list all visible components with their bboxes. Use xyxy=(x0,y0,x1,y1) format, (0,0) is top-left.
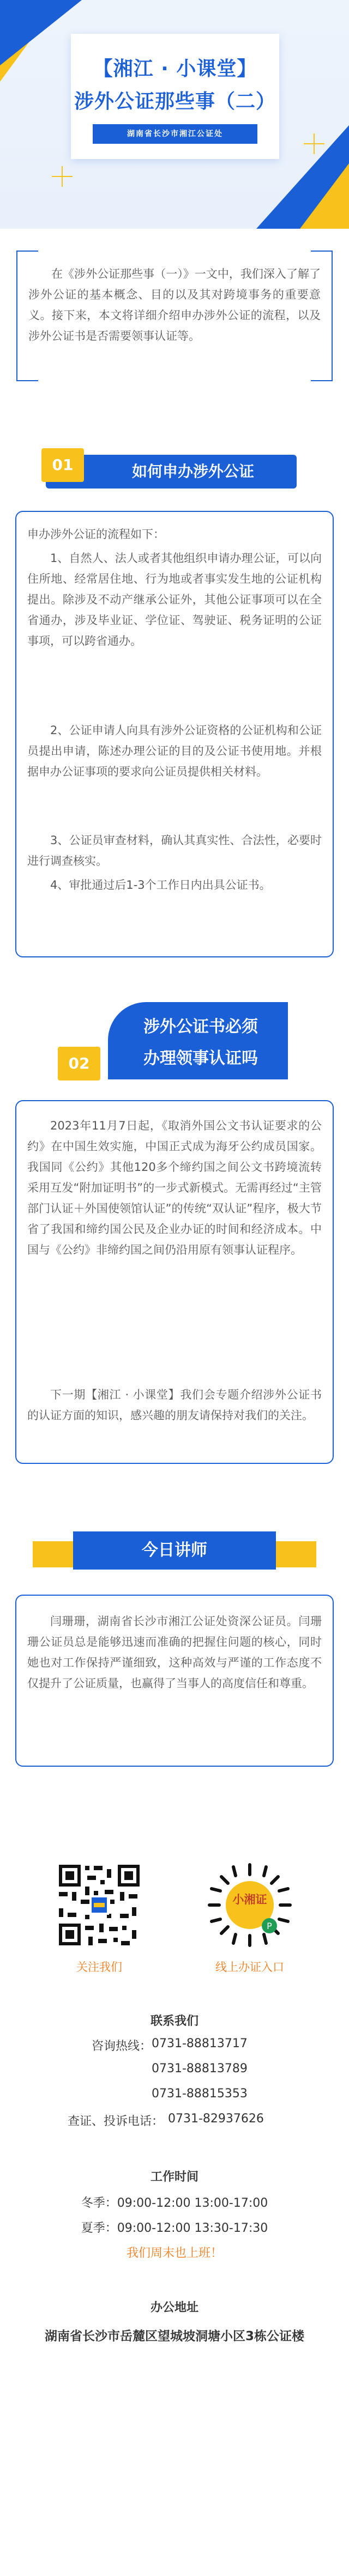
hours-winter: 冬季：09:00-12:00 13:00-17:00 xyxy=(81,2196,268,2210)
hours-summer: 夏季：09:00-12:00 13:30-17:30 xyxy=(81,2221,268,2235)
weekend-note: 我们周末也上班！ xyxy=(126,2247,222,2260)
lecturer-bio: 闫珊珊，湖南省长沙市湘江公证处资深公证员。闫珊珊公证员总是能够迅速而准确的把握住问题的核心，同时她也对工作保持严谨细致，这种高效与严谨的工作态度不仅提升了公证质量，也赢得了当事人的高度信任和尊重。 xyxy=(27,1615,322,1690)
section2-title-line2: 办理领事认证吗 xyxy=(143,1049,258,1068)
footer xyxy=(0,1792,349,2576)
address-title: 办公地址 xyxy=(150,2301,198,2315)
decor-cross-icon xyxy=(52,176,73,177)
section1-step: 3、公证员审查材料，确认其真实性、合法性，必要时进行调查核实。 xyxy=(27,834,322,868)
contact-title: 联系我们 xyxy=(150,2015,198,2028)
wechat-qr-caption-text: 关注我们 xyxy=(76,1961,122,1974)
section1-step: 2、公证申请人向具有涉外公证资格的公证机构和公证员提出申请，陈述办理公证的目的及公证书使用地。并根据申办公证事项的要求向公证员提供相关材料。 xyxy=(27,724,322,778)
title-card xyxy=(71,34,279,159)
section2-box xyxy=(15,1100,334,1464)
wechat-qr-code[interactable] xyxy=(56,1861,143,1949)
section2-paragraph: 下一期【湘江 · 小课堂】我们会专题介绍涉外公证书的认证方面的知识，感兴趣的朋友请保持对我们的关注。 xyxy=(27,1388,322,1422)
intro-text: 在《涉外公证那些事（一）》一文中，我们深入了解了涉外公证的基本概念、目的以及其对跨境事务的重要意义。接下来，本文将详细介绍申办涉外公证的流程，以及涉外公证书是否需要领事认证等。 xyxy=(28,267,321,343)
header-banner xyxy=(0,0,349,229)
contact-hotlines xyxy=(0,2037,349,2119)
qr-code-icon xyxy=(56,1861,143,1949)
page-title-line1: 【湘江 · 小课堂】 xyxy=(93,58,257,80)
decor-cross-icon xyxy=(304,143,324,144)
section1-step: 1、自然人、法人或者其他组织申请办理公证，可以向住所地、经常居住地、行为地或者事实发生地的公证机构提出。除涉及不动产继承公证外，其他公证事项可以在全省通办，涉及毕业证、学位证、驾驶证、税务证明的公证事项，可以跨省通办。 xyxy=(27,552,322,648)
intro-bracket-bottom-r xyxy=(311,380,333,381)
org-name-bar: 湖南省长沙市湘江公证处 xyxy=(93,124,257,144)
lecturer-title: 今日讲师 xyxy=(73,1531,276,1570)
lecturer-box xyxy=(15,1595,334,1767)
section2-paragraph: 2023年11月7日起，《取消外国公文书认证要求的公约》在中国生效实施，中国正式成为海牙公约成员国家。我国同《公约》其他120多个缔约国之间公文书跨境流转采用互发“附加证明书”的一步式新模式。无需再经过“主管部门认证＋外国使领馆认证”的传统“双认证”程序，极大节省了我国和缔约国公民及企业办证的时间和经济成本。中国与《公约》非缔约国之间仍沿用原有领事认证程序。 xyxy=(27,1119,322,1256)
section1-header xyxy=(46,455,297,489)
intro-block xyxy=(16,251,333,381)
office-address: 湖南省长沙市岳麓区望城坡洞塘小区3栋公证楼 xyxy=(44,2329,304,2343)
svg-text:P: P xyxy=(267,1921,272,1931)
intro-bracket-right xyxy=(332,251,333,381)
intro-bracket-top xyxy=(16,251,38,252)
complaint-number[interactable]: 0731-82937626 xyxy=(168,2112,264,2126)
page-title-line2: 涉外公证那些事（二） xyxy=(74,90,276,113)
section1-number: 01 xyxy=(41,448,84,482)
section1-step: 4、审批通过后1-3个工作日内出具公证书。 xyxy=(50,878,271,892)
online-qr-caption xyxy=(190,1958,310,1975)
online-service-qr-code[interactable] xyxy=(206,1861,293,1949)
hotline-number[interactable]: 0731-88813789 xyxy=(152,2062,248,2076)
hotline-number[interactable]: 0731-88815353 xyxy=(152,2087,248,2101)
section1-box xyxy=(15,511,334,957)
decor-triangle-blue xyxy=(0,0,82,65)
intro-bracket-bottom xyxy=(16,380,38,381)
section1-title: 如何申办涉外公证 xyxy=(131,462,254,480)
hotline-number[interactable]: 0731-88813717 xyxy=(152,2037,248,2050)
decor-triangle-yellow-bottom xyxy=(300,163,349,229)
wechat-qr-caption xyxy=(39,1958,159,1975)
section1-lead: 申办涉外公证的流程如下： xyxy=(27,528,165,541)
section2-number: 02 xyxy=(58,1047,100,1081)
mini-program-logo-text: 小湘证 xyxy=(232,1893,267,1906)
hotline-label: 咨询热线： xyxy=(92,2040,152,2053)
complaint-label: 查证、投诉电话： xyxy=(68,2115,164,2128)
complaint-line xyxy=(0,2112,349,2129)
intro-bracket-top-r xyxy=(311,251,333,252)
section2-header xyxy=(108,1002,288,1079)
section2-title-line1: 涉外公证书必须 xyxy=(143,1017,258,1036)
intro-bracket-left xyxy=(16,251,17,381)
hours-title: 工作时间 xyxy=(150,2170,198,2184)
online-qr-caption-text: 线上办证入口 xyxy=(215,1961,284,1974)
